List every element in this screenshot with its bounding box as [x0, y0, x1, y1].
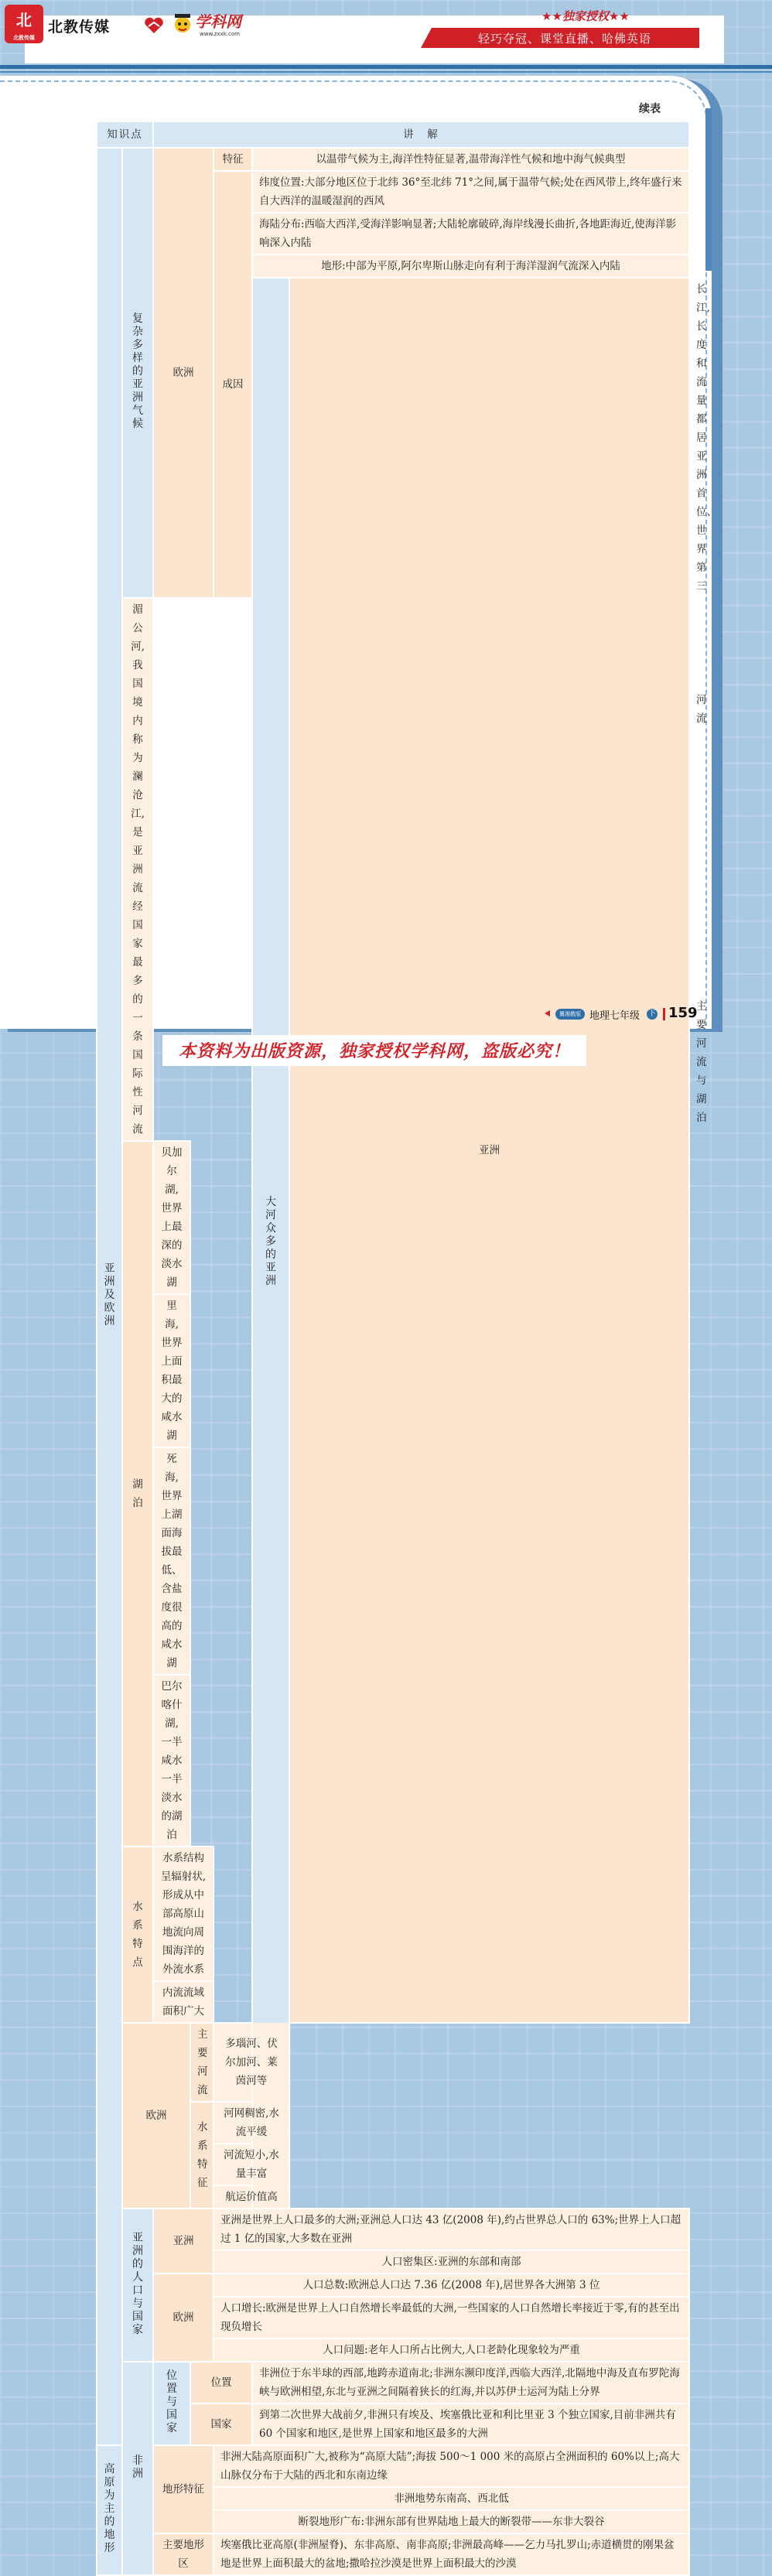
cell-text: 水系结构呈辐射状,形成从中部高原山地流向周围海洋的外流水系	[153, 1847, 213, 1981]
region-asia: 亚洲	[289, 278, 689, 2023]
cell-text: 非洲大陆高原面积广大,被称为“高原大陆”;海拔 500～1 000 米的高原占全洲面积的 60%以上;高大山脉仅分布于大陆的西北和东南边缘	[213, 2445, 689, 2487]
cell-text: 河流短小,水量丰富	[213, 2144, 289, 2185]
table-row	[97, 2362, 689, 2403]
slogan-text: 轻巧夺冠、课堂直播、哈佛英语	[477, 32, 651, 46]
publisher-logo: 北 北教传媒	[5, 5, 43, 43]
cell-text: 亚洲是世界上人口最多的大洲;亚洲总人口达 43 亿(2008 年),约占世界总人口的 63%;世界上人口超过 1 亿的国家,大多数在亚洲	[213, 2209, 689, 2250]
cell-text: 以温带气候为主,海洋性特征显著,温带海洋性气候和地中海气候典型	[252, 148, 689, 171]
brand-name: 北教传媒	[48, 19, 111, 36]
table-row: 大河众多的亚洲 亚洲 河流与湖泊	[97, 278, 689, 598]
cell-text: 航运价值高	[213, 2185, 289, 2209]
cell-text: 河网稠密,水流平缓	[213, 2102, 289, 2144]
cell-text: 里海,世界上面积最大的咸水湖	[153, 1294, 190, 1447]
label-water-feature: 水系特征	[190, 2102, 213, 2209]
header-rule-thin	[0, 71, 772, 73]
publisher-logo-caption: 北教传媒	[13, 35, 35, 41]
topic-rivers: 大河众多的亚洲	[252, 278, 289, 2209]
table-header-row	[97, 121, 689, 148]
authorization-text: ★★独家授权★★	[541, 9, 630, 23]
handshake-heart-icon	[144, 17, 164, 34]
edition-badge: 冀湘教版	[555, 1009, 585, 1020]
section-asia-europe: 亚洲及欧洲	[97, 148, 122, 2445]
cell-text: 非洲位于东半球的西部,地跨赤道南北;非洲东濒印度洋,西临大西洋,北隔地中海及直布罗陀海峡与欧洲相望,东北与亚洲之间隔着狭长的红海,并以苏伊士运河为陆上分界	[252, 2362, 689, 2403]
label-main-terrain: 主要地形区	[153, 2533, 213, 2575]
cell-text: 非洲地势东南高、西北低	[213, 2487, 689, 2510]
cell-text: 纬度位置:大部分地区位于北纬 36°至北纬 71°之间,属于温带气候;处在西风带上,终年盛行来自大西洋的温暖湿润的西风	[252, 171, 689, 213]
region-asia: 亚洲	[153, 2209, 213, 2274]
label-country: 国家	[190, 2403, 252, 2445]
cell-text: 断裂地形广布:非洲东部有世界陆地上最大的断裂带——东非大裂谷	[213, 2510, 689, 2533]
cell-text: 埃塞俄比亚高原(非洲屋脊)、东非高原、南非高原;非洲最高峰——乞力马扎罗山;赤道横贯的刚果盆地是世界上面积最大的盆地;撒哈拉沙漠是世界上面积最大的沙漠	[213, 2533, 689, 2575]
cell-text: 人口问题:老年人口所占比例大,人口老龄化现象较为严重	[213, 2339, 689, 2362]
label-lake: 湖泊	[122, 1141, 153, 1847]
cell-text: 贝加尔湖,世界上最深的淡水湖	[153, 1141, 190, 1294]
cell-text: 死海,世界上湖面海拔最低、含盐度很高的咸水湖	[153, 1447, 190, 1675]
cell-text: 人口增长:欧洲是世界上人口自然增长率最低的大洲,一些国家的人口自然增长率接近于零,有的甚至出现负增长	[213, 2297, 689, 2339]
table-row	[97, 2274, 689, 2297]
cell-text: 湄公河,我国境内称为澜沧江,是亚洲流经国家最多的一条国际性河流	[122, 598, 153, 1141]
footer-divider	[663, 1008, 665, 1020]
label-terrain-feature: 地形特征	[153, 2445, 213, 2533]
label-cause: 成因	[213, 171, 252, 598]
topic-terrain: 高原为主的地形	[97, 2445, 122, 2575]
table-row	[97, 2209, 689, 2250]
xueke-brand: 学科网	[195, 12, 241, 31]
cell-text: 到第二次世界大战前夕,非洲只有埃及、埃塞俄比亚和利比里亚 3 个独立国家,目前非洲共有 60 个国家和地区,是世界上国家和地区最多的大洲	[252, 2403, 689, 2445]
header-explanation: 讲 解	[153, 121, 689, 148]
section-africa: 非洲	[122, 2362, 153, 2575]
book-title: 地理七年级	[589, 1010, 640, 1022]
table-row	[97, 2023, 689, 2102]
table-row	[97, 2533, 689, 2575]
page-number: 159	[668, 1005, 698, 1021]
continued-label: 续表	[639, 103, 661, 115]
cell-text: 人口密集区:亚洲的东部和南部	[213, 2250, 689, 2274]
knowledge-table	[96, 121, 707, 2576]
label-feature: 特征	[213, 148, 252, 171]
topic-location: 位置与国家	[153, 2362, 190, 2445]
arrow-left-icon	[545, 1010, 550, 1016]
cell-text: 内流流域面积广大	[153, 1981, 213, 2023]
copyright-notice: 本资料为出版资源，独家授权学科网，盗版必究！	[178, 1042, 570, 1061]
label-water-system: 水系特点	[122, 1847, 153, 2023]
label-main-rivers: 主要河流	[190, 2023, 213, 2102]
topic-population: 亚洲的人口与国家	[122, 2209, 153, 2362]
label-position: 位置	[190, 2362, 252, 2403]
cell-text: 多瑙河、伏尔加河、莱茵河等	[213, 2023, 289, 2102]
page-edge-tab	[705, 108, 712, 271]
region-europe: 欧洲	[153, 148, 213, 598]
region-europe: 欧洲	[153, 2274, 213, 2362]
volume-badge: 下	[648, 1010, 656, 1018]
region-europe: 欧洲	[122, 2023, 190, 2209]
xueke-url: www.zxxk.com	[200, 31, 240, 37]
cell-text: 地形:中部为平原,阿尔卑斯山脉走向有利于海洋湿润气流深入内陆	[252, 255, 689, 278]
header-rule	[0, 65, 772, 69]
table-row	[97, 2445, 689, 2487]
table-row	[97, 148, 689, 171]
cell-text: 人口总数:欧洲总人口达 7.36 亿(2008 年),居世界各大洲第 3 位	[213, 2274, 689, 2297]
topic-climate: 复杂多样的亚洲气候	[122, 148, 153, 598]
header-topic: 知识点	[97, 121, 153, 148]
cell-text: 巴尔喀什湖,一半咸水一半淡水的湖泊	[153, 1675, 190, 1847]
cell-text: 海陆分布:西临大西洋,受海洋影响显著;大陆轮廓破碎,海岸线漫长曲折,各地距海近,使海洋影响深入内陆	[252, 213, 689, 255]
